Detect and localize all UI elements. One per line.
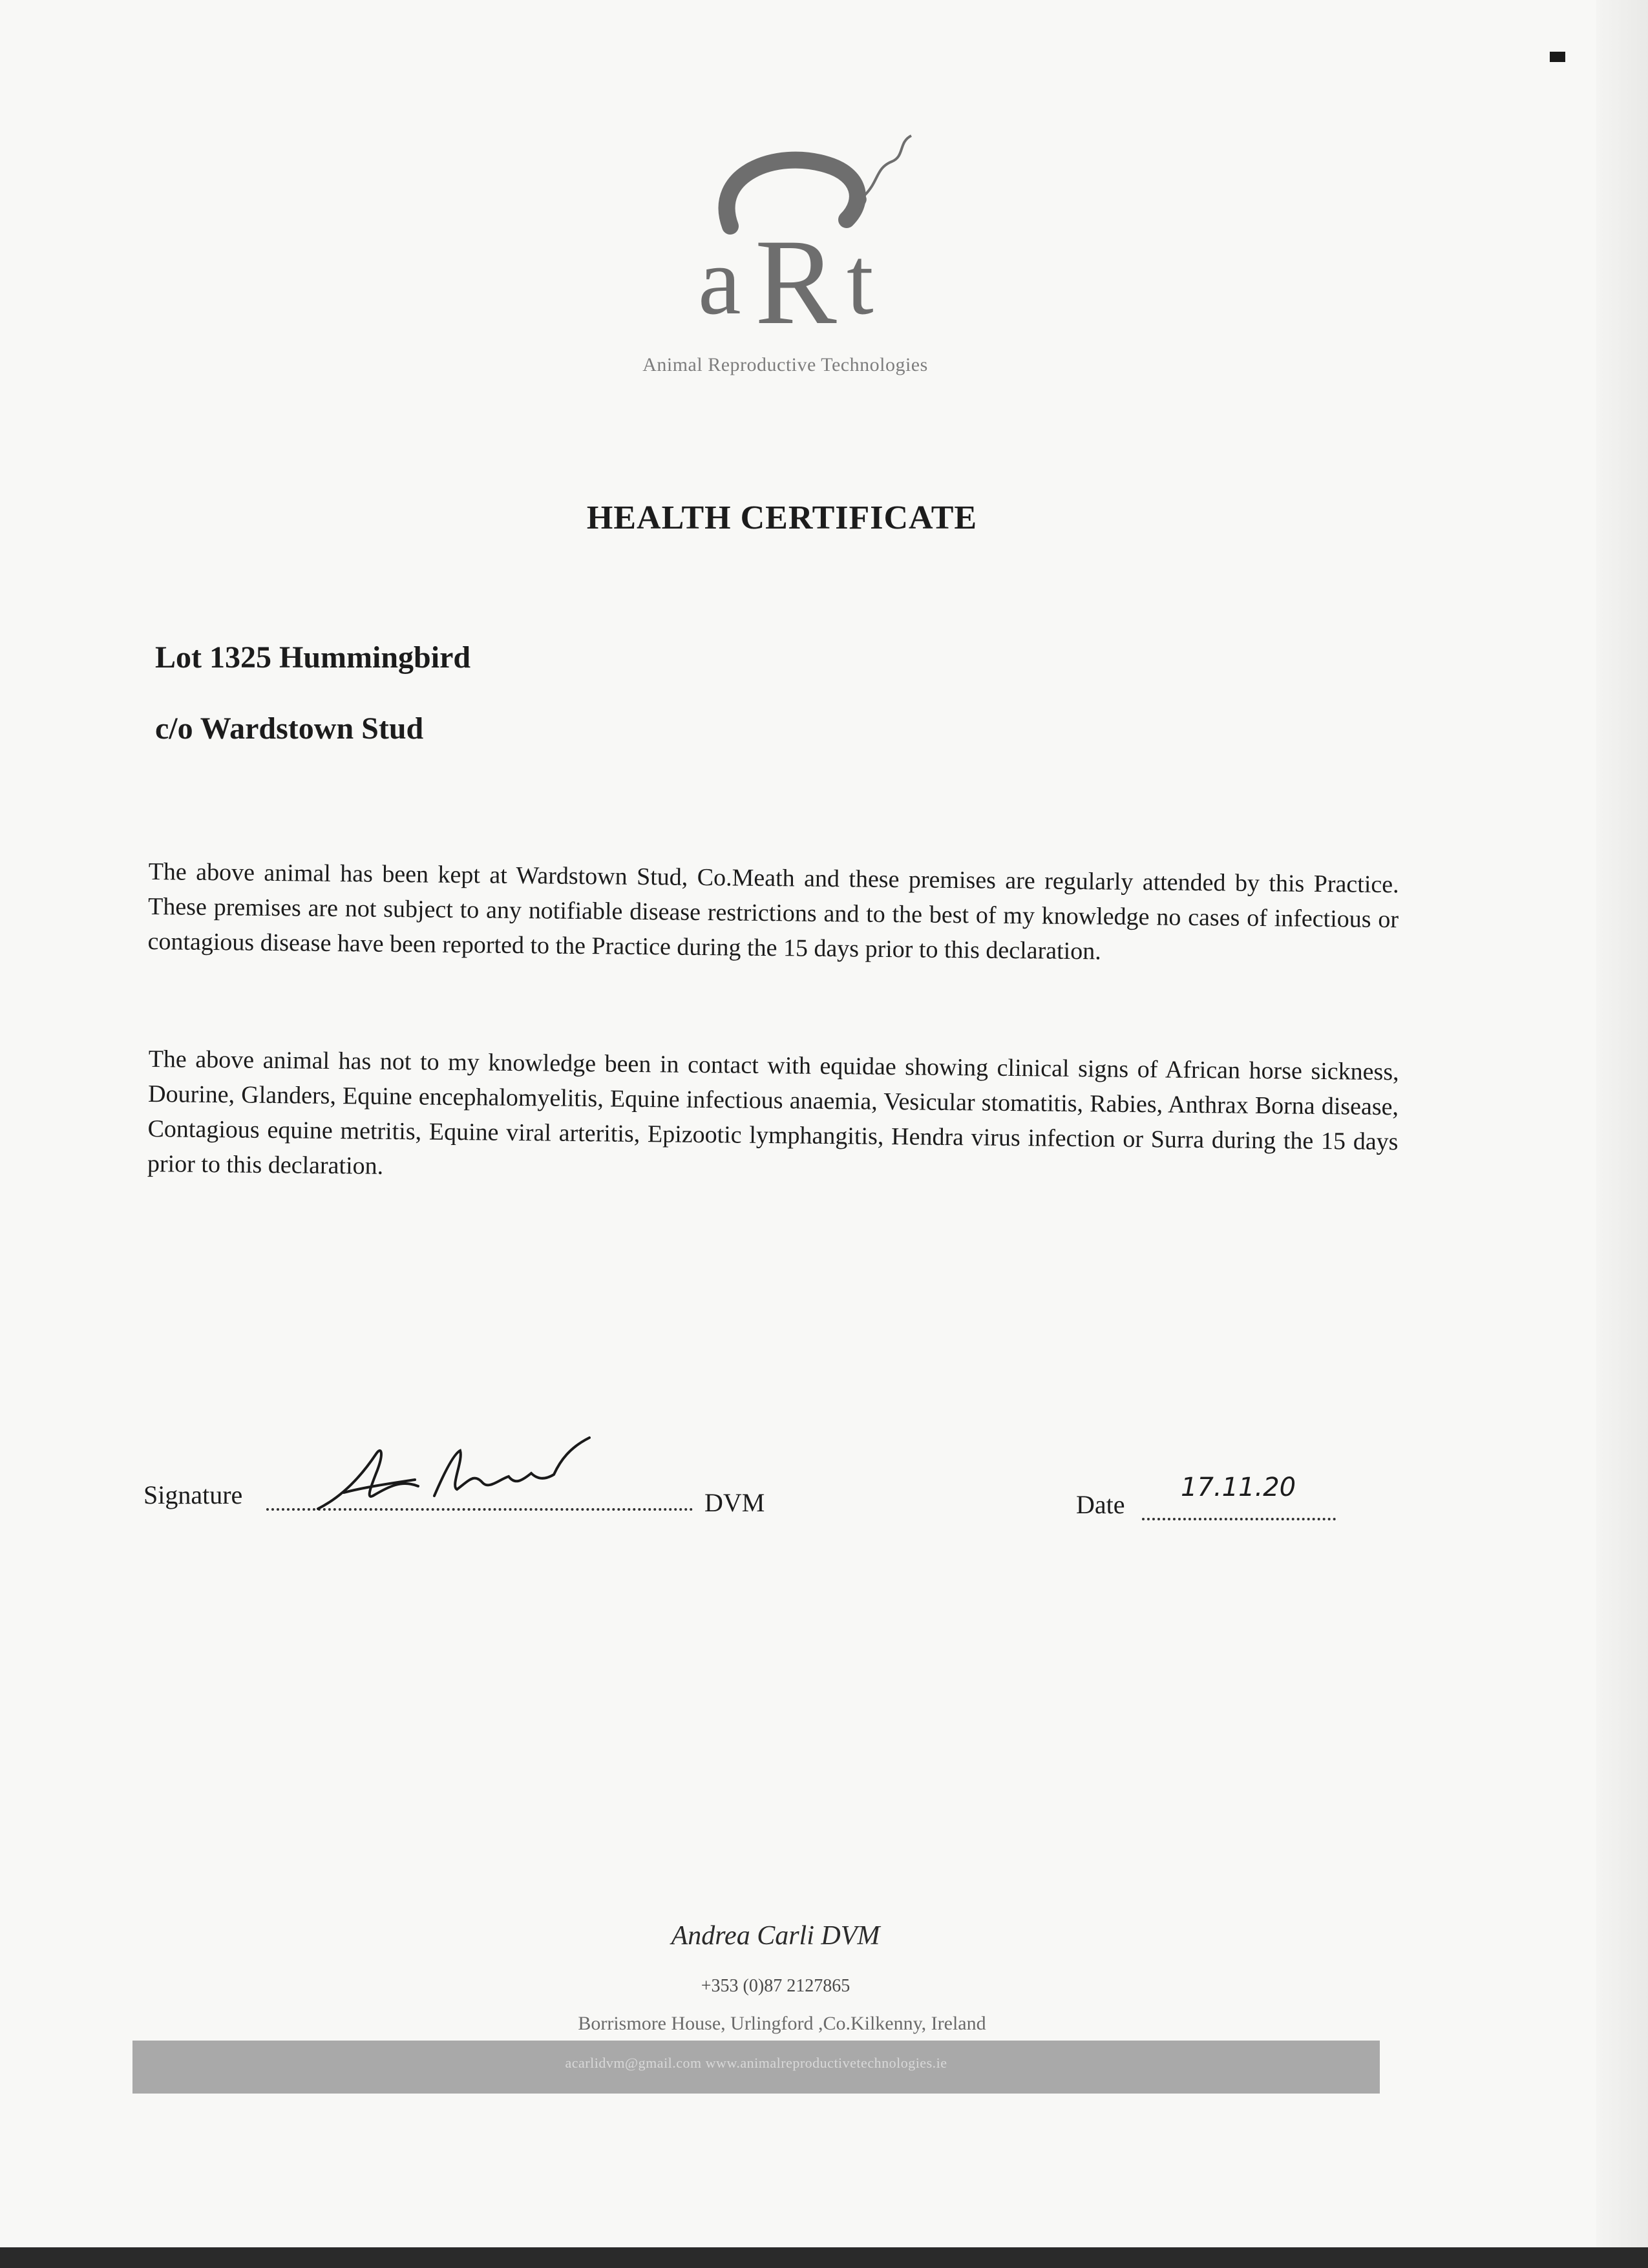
declaration-paragraph-contact: The above animal has not to my knowledge been in contact with equidae showing clinical signs of African horse sickness, Dourine, Glanders, Equine encephalomyelitis, Equine infectious anaemia, Vesicular stomatitis, Rabies, Anthrax Borna disease, Contagious equine metritis, Equine viral arteritis, Epizootic lymphangitis, Hendra virus infection or Surra during the 15 days prior to this declaration. (147, 1045, 1399, 1180)
svg-text:t: t (847, 227, 874, 335)
footer-phone: +353 (0)87 2127865 (701, 1976, 850, 1996)
footer-contact-text: acarlidvm@gmail.com www.animalreproductivetechnologies.ie (565, 2055, 947, 2071)
care-of-heading: c/o Wardstown Stud (155, 711, 424, 746)
scan-corner-mark (1550, 52, 1565, 62)
signature-suffix-dvm: DVM (704, 1488, 765, 1517)
handwritten-date: 17.11.20 (1181, 1473, 1296, 1502)
footer-practitioner-name: Andrea Carli DVM (671, 1921, 880, 1951)
declaration-paragraph-premises: The above animal has been kept at Wardstown Stud, Co.Meath and these premises are regularly attended by this Practice. These premises are not subject to any notifiable disease restrictions and to the best of my knowledge no cases of infectious or contagious disease have been reported to the Practice during the 15 days prior to this declaration. (147, 857, 1399, 965)
scan-edge-bottom (0, 2247, 1648, 2268)
scan-edge-right (1596, 0, 1648, 2268)
svg-text:R: R (755, 215, 837, 336)
sperm-swirl-logo-icon (653, 129, 931, 336)
date-dotted-line (1142, 1518, 1336, 1520)
logo-caption: Animal Reproductive Technologies (642, 354, 928, 375)
page-title: HEALTH CERTIFICATE (586, 499, 978, 536)
lot-heading: Lot 1325 Hummingbird (155, 640, 471, 675)
art-logo (653, 129, 931, 336)
signature-label: Signature (143, 1480, 243, 1509)
handwritten-signature (305, 1434, 654, 1518)
svg-text:a: a (698, 227, 741, 335)
date-label: Date (1076, 1490, 1125, 1519)
footer-contact-band (132, 2041, 1380, 2094)
footer-address: Borrismore House, Urlingford ,Co.Kilkenny, Ireland (578, 2013, 986, 2034)
